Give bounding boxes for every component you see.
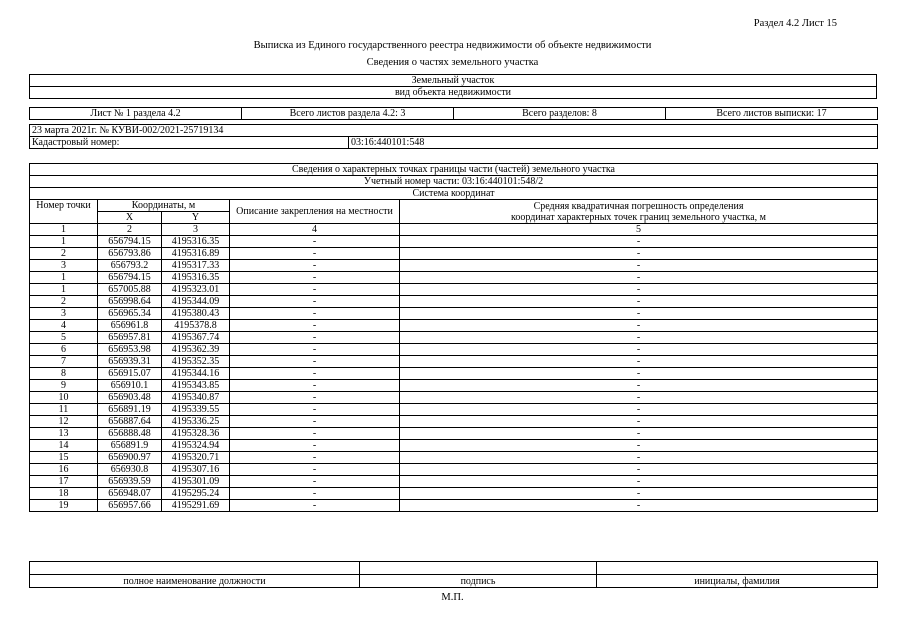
- name-caption: инициалы, фамилия: [597, 575, 878, 588]
- coord-x: 656910.1: [98, 380, 162, 392]
- table-row: [30, 260, 878, 272]
- coord-error: -: [400, 452, 878, 464]
- section-sheet-label: Раздел 4.2 Лист 15: [753, 18, 837, 29]
- coord-x: 656965.34: [98, 308, 162, 320]
- fixing-description: -: [230, 416, 400, 428]
- coord-error: -: [400, 428, 878, 440]
- point-number: 12: [30, 416, 98, 428]
- fixing-description: -: [230, 392, 400, 404]
- table-row: [30, 308, 878, 320]
- point-number: 1: [30, 236, 98, 248]
- fixing-description: -: [230, 356, 400, 368]
- coord-y: 4195378.8: [162, 320, 230, 332]
- signature-field: [360, 562, 597, 575]
- fixing-description: -: [230, 488, 400, 500]
- object-type: Земельный участок: [30, 75, 877, 87]
- table-row: [30, 428, 878, 440]
- position-field: [30, 562, 360, 575]
- table-row: [30, 320, 878, 332]
- coord-y: 4195340.87: [162, 392, 230, 404]
- table-row: [30, 332, 878, 344]
- total-sheets: Всего листов выписки: 17: [666, 108, 878, 120]
- point-number: 6: [30, 344, 98, 356]
- coord-x: 656948.07: [98, 488, 162, 500]
- coord-x: 656903.48: [98, 392, 162, 404]
- coord-error: -: [400, 248, 878, 260]
- points-table-title: Сведения о характерных точках границы части (частей) земельного участка: [30, 164, 878, 176]
- header-error-line2: координат характерных точек границ земельного участка, м: [511, 211, 766, 223]
- name-field: [597, 562, 878, 575]
- fixing-description: -: [230, 284, 400, 296]
- point-number: 2: [30, 296, 98, 308]
- object-type-caption: вид объекта недвижимости: [30, 87, 877, 99]
- document-title: Выписка из Единого государственного реестра недвижимости об объекте недвижимости: [253, 40, 652, 51]
- stamp-placeholder: М.П.: [441, 592, 464, 603]
- fixing-description: -: [230, 296, 400, 308]
- coord-y: 4195352.35: [162, 356, 230, 368]
- coord-y: 4195343.85: [162, 380, 230, 392]
- header-error-line1: Средняя квадратичная погрешность определения: [533, 200, 744, 212]
- coord-y: 4195316.35: [162, 236, 230, 248]
- point-number: 14: [30, 440, 98, 452]
- coord-y: 4195291.69: [162, 500, 230, 512]
- coord-error: -: [400, 332, 878, 344]
- table-row: [30, 476, 878, 488]
- table-row: [30, 440, 878, 452]
- point-number: 2: [30, 248, 98, 260]
- coord-error: -: [400, 296, 878, 308]
- coord-y: 4195316.89: [162, 248, 230, 260]
- cadastral-number: 03:16:440101:548: [349, 137, 878, 149]
- date-number: 23 марта 2021г. № КУВИ-002/2021-25719134: [30, 125, 878, 137]
- header-description: Описание закрепления на местности: [230, 200, 400, 224]
- coord-error: -: [400, 464, 878, 476]
- total-sections: Всего разделов: 8: [454, 108, 666, 120]
- point-number: 11: [30, 404, 98, 416]
- point-number: 3: [30, 260, 98, 272]
- coord-error: -: [400, 440, 878, 452]
- point-number: 16: [30, 464, 98, 476]
- coord-y: 4195295.24: [162, 488, 230, 500]
- point-number: 15: [30, 452, 98, 464]
- point-number: 1: [30, 284, 98, 296]
- coord-y: 4195324.94: [162, 440, 230, 452]
- coord-y: 4195328.36: [162, 428, 230, 440]
- table-row: [30, 452, 878, 464]
- col-number-5: 5: [400, 224, 878, 236]
- coord-error: -: [400, 272, 878, 284]
- coord-error: -: [400, 392, 878, 404]
- coord-x: 656794.15: [98, 236, 162, 248]
- coord-error: -: [400, 320, 878, 332]
- coord-y: 4195307.16: [162, 464, 230, 476]
- point-number: 3: [30, 308, 98, 320]
- table-row: [30, 272, 878, 284]
- header-error: [400, 200, 878, 224]
- fixing-description: -: [230, 404, 400, 416]
- table-row: [30, 380, 878, 392]
- table-row: [30, 296, 878, 308]
- fixing-description: -: [230, 440, 400, 452]
- coord-x: 656888.48: [98, 428, 162, 440]
- coord-y: 4195316.35: [162, 272, 230, 284]
- coord-x: 656998.64: [98, 296, 162, 308]
- table-row: [30, 404, 878, 416]
- coord-x: 656793.2: [98, 260, 162, 272]
- coord-error: -: [400, 500, 878, 512]
- coord-error: -: [400, 356, 878, 368]
- table-row: [30, 236, 878, 248]
- sheet-number: Лист № 1 раздела 4.2: [30, 108, 242, 120]
- point-number: 4: [30, 320, 98, 332]
- fixing-description: -: [230, 476, 400, 488]
- fixing-description: -: [230, 452, 400, 464]
- coord-x: 656939.31: [98, 356, 162, 368]
- coord-y: 4195317.33: [162, 260, 230, 272]
- point-number: 13: [30, 428, 98, 440]
- col-number-4: 4: [230, 224, 400, 236]
- coord-error: -: [400, 416, 878, 428]
- fixing-description: -: [230, 368, 400, 380]
- position-caption: полное наименование должности: [30, 575, 360, 588]
- table-row: [30, 368, 878, 380]
- coord-error: -: [400, 308, 878, 320]
- fixing-description: -: [230, 272, 400, 284]
- coord-x: 656900.97: [98, 452, 162, 464]
- coord-x: 656961.8: [98, 320, 162, 332]
- col-number-3: 3: [162, 224, 230, 236]
- table-row: [30, 356, 878, 368]
- header-coordinates: Координаты, м: [98, 200, 230, 212]
- part-number: Учетный номер части: 03:16:440101:548/2: [30, 176, 878, 188]
- coord-x: 656939.59: [98, 476, 162, 488]
- table-row: [30, 284, 878, 296]
- fixing-description: -: [230, 248, 400, 260]
- coord-error: -: [400, 284, 878, 296]
- document-subtitle: Сведения о частях земельного участка: [366, 57, 539, 68]
- boundary-points-table: [29, 163, 878, 512]
- table-row: [30, 248, 878, 260]
- coord-y: 4195344.16: [162, 368, 230, 380]
- sheet-info-table: [29, 107, 878, 120]
- coord-x: 656953.98: [98, 344, 162, 356]
- table-row: [30, 500, 878, 512]
- col-number-2: 2: [98, 224, 162, 236]
- point-number: 7: [30, 356, 98, 368]
- coord-y: 4195336.25: [162, 416, 230, 428]
- point-number: 8: [30, 368, 98, 380]
- coord-y: 4195344.09: [162, 296, 230, 308]
- coord-x: 656887.64: [98, 416, 162, 428]
- coordinate-system: Система координат: [30, 188, 878, 200]
- table-row: [30, 488, 878, 500]
- table-row: [30, 392, 878, 404]
- table-row: [30, 416, 878, 428]
- coord-x: 656915.07: [98, 368, 162, 380]
- coord-y: 4195339.55: [162, 404, 230, 416]
- coord-error: -: [400, 368, 878, 380]
- header-x: X: [98, 212, 162, 224]
- coord-error: -: [400, 488, 878, 500]
- header-y: Y: [162, 212, 230, 224]
- coord-error: -: [400, 404, 878, 416]
- fixing-description: -: [230, 344, 400, 356]
- header-point-number: Номер точки: [30, 200, 98, 224]
- coord-x: 656793.86: [98, 248, 162, 260]
- cadastral-label: Кадастровый номер:: [30, 137, 349, 149]
- coord-x: 656794.15: [98, 272, 162, 284]
- coord-x: 656957.81: [98, 332, 162, 344]
- coord-error: -: [400, 476, 878, 488]
- fixing-description: -: [230, 320, 400, 332]
- coord-error: -: [400, 380, 878, 392]
- coord-x: 656891.9: [98, 440, 162, 452]
- extract-info-table: [29, 124, 878, 149]
- fixing-description: -: [230, 500, 400, 512]
- fixing-description: -: [230, 464, 400, 476]
- signature-caption: подпись: [360, 575, 597, 588]
- coord-error: -: [400, 344, 878, 356]
- point-number: 17: [30, 476, 98, 488]
- point-number: 1: [30, 272, 98, 284]
- table-row: [30, 464, 878, 476]
- col-number-1: 1: [30, 224, 98, 236]
- fixing-description: -: [230, 332, 400, 344]
- fixing-description: -: [230, 260, 400, 272]
- coord-y: 4195323.01: [162, 284, 230, 296]
- object-type-table: [29, 74, 877, 99]
- coord-x: 657005.88: [98, 284, 162, 296]
- signature-table: [29, 561, 878, 588]
- point-number: 19: [30, 500, 98, 512]
- total-section-sheets: Всего листов раздела 4.2: 3: [242, 108, 454, 120]
- table-row: [30, 344, 878, 356]
- coord-x: 656891.19: [98, 404, 162, 416]
- coord-x: 656930.8: [98, 464, 162, 476]
- coord-error: -: [400, 236, 878, 248]
- point-number: 18: [30, 488, 98, 500]
- fixing-description: -: [230, 380, 400, 392]
- point-number: 5: [30, 332, 98, 344]
- coord-x: 656957.66: [98, 500, 162, 512]
- coord-y: 4195320.71: [162, 452, 230, 464]
- fixing-description: -: [230, 428, 400, 440]
- point-number: 9: [30, 380, 98, 392]
- fixing-description: -: [230, 308, 400, 320]
- coord-y: 4195301.09: [162, 476, 230, 488]
- fixing-description: -: [230, 236, 400, 248]
- coord-y: 4195380.43: [162, 308, 230, 320]
- coord-y: 4195367.74: [162, 332, 230, 344]
- coord-error: -: [400, 260, 878, 272]
- point-number: 10: [30, 392, 98, 404]
- coord-y: 4195362.39: [162, 344, 230, 356]
